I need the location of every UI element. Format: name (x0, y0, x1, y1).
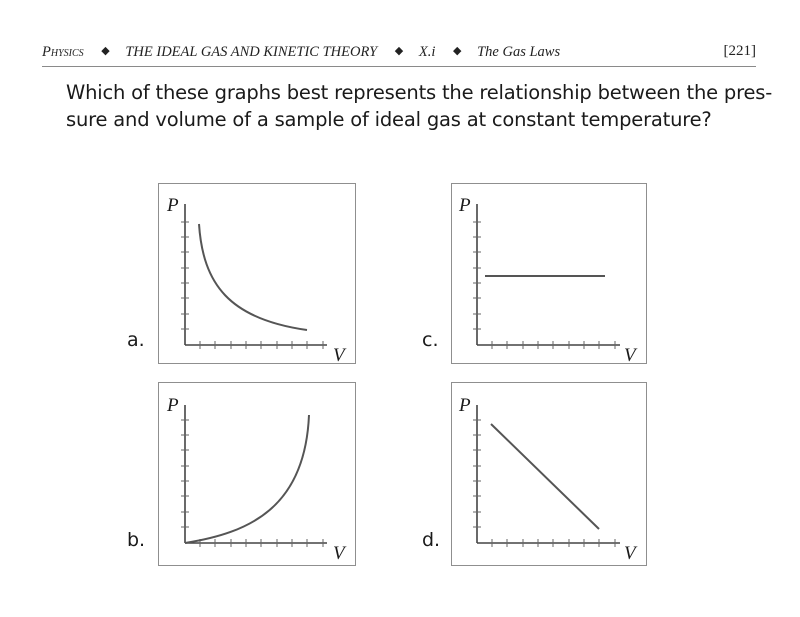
option-b-label[interactable]: b. (127, 529, 146, 551)
y-axis-label: P (459, 195, 471, 216)
x-axis-label: V (624, 345, 636, 365)
option-c-label[interactable]: c. (422, 329, 439, 351)
graph-c-plot (452, 184, 648, 365)
option-a-label[interactable]: a. (127, 329, 145, 351)
x-axis-label: V (333, 345, 345, 365)
graph-d-plot (452, 383, 648, 567)
x-axis-label: V (624, 543, 636, 564)
y-axis-label: P (167, 195, 179, 216)
running-header (42, 40, 756, 67)
graph-a-plot (159, 184, 357, 365)
curve-a (199, 224, 307, 330)
header-breadcrumb (42, 44, 560, 61)
graph-option-c[interactable] (451, 183, 647, 364)
header-section: X.i (418, 44, 436, 60)
header-topic: The Gas Laws (477, 44, 561, 60)
y-axis-label: P (167, 395, 179, 416)
header-chapter: THE IDEAL GAS AND KINETIC THEORY (125, 44, 378, 60)
graph-option-d[interactable] (451, 382, 647, 566)
header-subject: Physics (42, 44, 84, 60)
bullet-separator-icon: ◆ (394, 45, 404, 57)
curve-b (185, 415, 309, 543)
x-axis-label: V (333, 543, 345, 564)
line-d (491, 424, 599, 529)
question-line-1: Which of these graphs best represents the relationship between the pres- (66, 81, 773, 104)
question-text (66, 79, 773, 133)
bullet-separator-icon: ◆ (453, 45, 462, 57)
page-number: [221] (723, 43, 756, 59)
y-axis-label: P (459, 395, 471, 416)
graph-option-b[interactable] (158, 382, 356, 566)
graph-option-a[interactable] (158, 183, 356, 364)
option-d-label[interactable]: d. (422, 529, 441, 551)
bullet-separator-icon: ◆ (101, 45, 110, 57)
graph-b-plot (159, 383, 357, 567)
question-line-2: sure and volume of a sample of ideal gas at constant temperature? (66, 108, 712, 131)
